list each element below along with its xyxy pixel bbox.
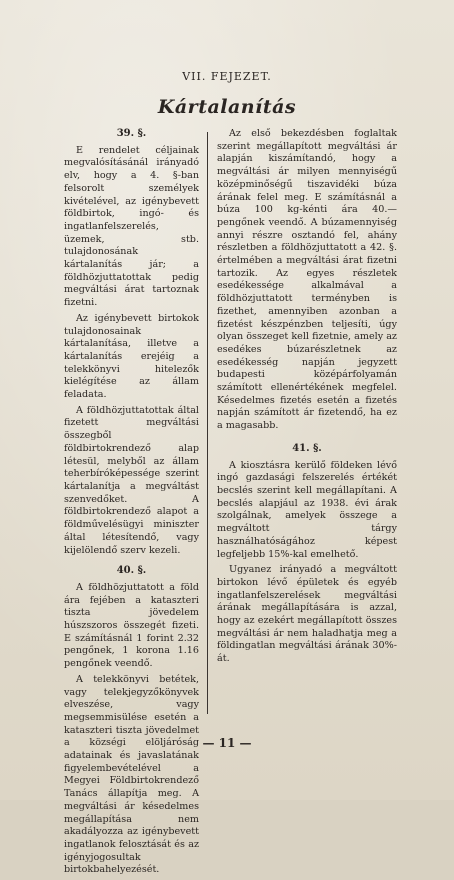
section-39-paragraph-1: E rendelet céljainak megvalósításánál irányadó elv, hogy a 4. §-ban felsorolt személyek kivételével, az igénybevett földbirtok, ingó- és ingatlanfelszerelés, üzemek, stb. tulajdonosának kártalanítás jár; a földhözjuttatottak pedig megváltási árat tartoznak fizetni. — [64, 144, 199, 309]
section-41-paragraph-1: A kiosztásra kerülő földeken lévő ingó gazdasági felszerelés értékét becslés szerint kell megállapítani. A becslés alapjául az 1938. évi árak szolgálnak, amelyek összege a megváltott tárgy használhatóságához képest legfeljebb 15%-kal emelhető. — [217, 459, 397, 560]
section-39-heading: 39. §. — [116, 128, 147, 139]
section-40-heading: 40. §. — [116, 565, 147, 577]
folio-dash-right: — — [235, 736, 252, 750]
section-40-paragraph-1: A földhözjuttatott a föld ára fejében a kataszteri tiszta jövedelem húszszoros összegét fizeti. E számításnál 1 forint 2.32 pengőnek, 1 korona 1.16 pengőnek veendő. — [64, 581, 199, 670]
chapter-heading: VII. FEJEZET. — [182, 70, 272, 83]
left-column — [64, 128, 199, 880]
page-number-text: 11 — [218, 736, 236, 750]
page-title: Kártalanítás — [157, 96, 297, 118]
right-column — [217, 128, 397, 669]
section-41-paragraph-2: Ugyanez irányadó a megváltott birtokon lévő épületek és egyéb ingatlanfelszerelések megváltási árának megállapítására is azzal, hogy az ezekért megállapított összes megváltási ár nem haladhatja meg a földingatlan megváltási árának 30%-át. — [217, 564, 397, 665]
column-divider — [207, 132, 208, 714]
section-40-paragraph-3: Az első bekezdésben foglaltak szerint megállapított megváltási ár alapján kiszámítandó, hogy a megváltási ár milyen mennyiségű középminőségű tiszavidéki búza árának felel meg. E számításnál a búza 100 kg-kénti ára 40.— pengőnek veendő. A búzamennyiség annyi részre osztandó fel, ahány részletben a földhözjuttatott a 42. §. értelmében a megváltási árat fizetni tartozik. Az egyes részletek esedékessége alkalmával a földhözjuttatott terményben is fizethet, amennyiben azonban a fizetést készpénzben teljesíti, úgy olyan összeget kell fizetnie, amely az esedékes búzarészletnek az esedékesség napján jegyzett budapesti középárfolyamán számított ellenértékének megfelel. Késedelmes fizetés esetén a fizetés napján számított ár fizetendő, ha ez a magasabb. — [217, 128, 397, 432]
section-39-paragraph-2: Az igénybevett birtokok tulajdonosainak kártalanítása, illetve a kártalanítás erejéig a telekkönyvi hitelezők kielégítése az állam feladata. — [64, 312, 199, 401]
section-40-paragraph-2: A telekkönyvi betétek, vagy telekjegyzőkönyvek elveszése, vagy megsemmisülése esetén a kataszteri tiszta jövedelmet a községi elöljáróság adatainak és javaslatának figyelembevételével a Megyei Földbirtokrendező Tanács állapítja meg. A megváltási ár késedelmes megállapítása nem akadályozza az igénybevett ingatlanok felosztását és az igényjogosultak birtokbahelyezését. — [64, 673, 199, 876]
section-41-heading: 41. §. — [292, 442, 322, 454]
folio-dash-left: — — [202, 736, 219, 750]
page-number — [0, 736, 454, 750]
section-39-paragraph-3: A földhözjuttatottak által fizetett megváltási összegből földbirtokrendező alap létesül, melyből az állam teherbíróképessége szerint kártalanítja a megváltást szenvedőket. A földbirtokrendező alapot a földművelésügyi miniszter által létesítendő, vagy kijelölendő szerv kezeli. — [64, 404, 199, 556]
